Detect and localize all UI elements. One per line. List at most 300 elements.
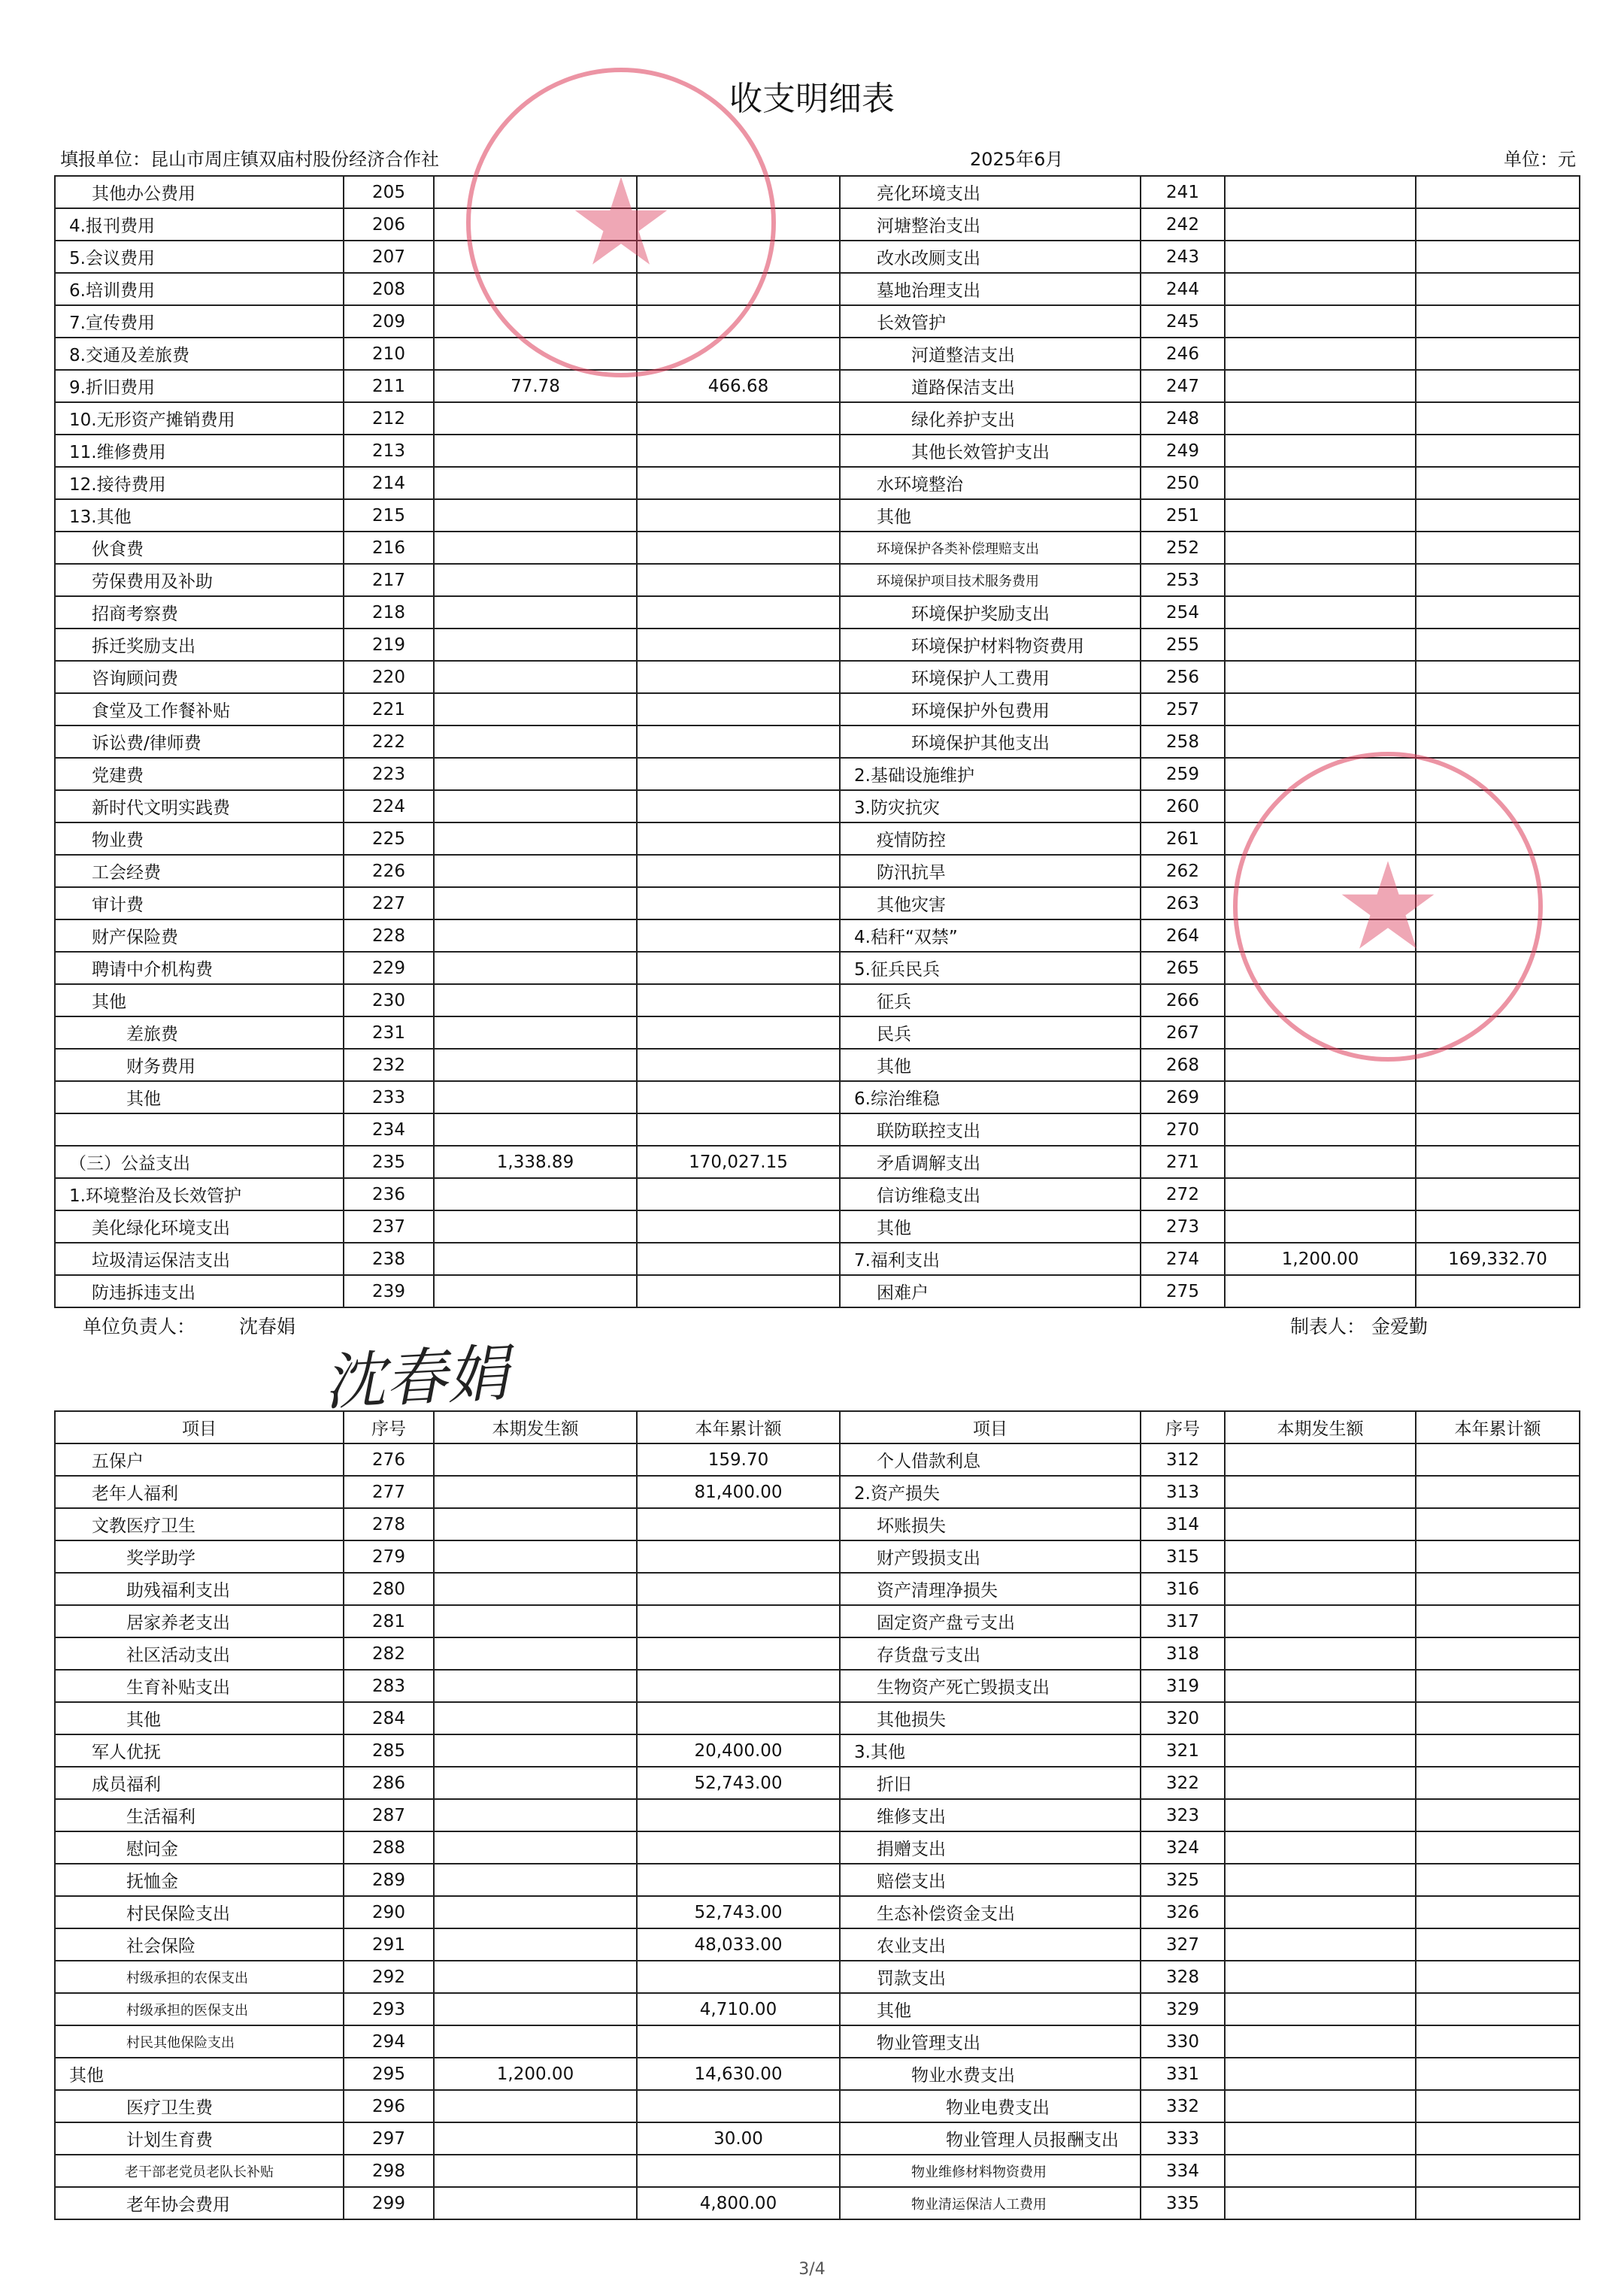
left-item-cell: 诉讼费/律师费 <box>55 725 344 758</box>
table-row <box>55 1767 1580 1799</box>
right-ytd-amount-cell <box>1416 273 1580 305</box>
right-seq-cell: 256 <box>1141 661 1225 693</box>
right-item-cell: 捐赠支出 <box>840 1831 1141 1864</box>
left-current-amount-cell <box>434 1767 637 1799</box>
left-ytd-amount-cell <box>637 1573 840 1605</box>
right-item-cell: 疫情防控 <box>840 822 1141 855</box>
right-seq-cell: 316 <box>1141 1573 1225 1605</box>
right-ytd-amount-cell <box>1416 2122 1580 2155</box>
right-seq-cell: 270 <box>1141 1113 1225 1146</box>
right-item-cell: 2.基础设施维护 <box>840 758 1141 790</box>
right-current-amount-cell <box>1225 273 1416 305</box>
left-current-amount-cell <box>434 499 637 532</box>
table-row <box>55 725 1580 758</box>
supervision-committee-seal <box>1233 752 1543 1062</box>
left-ytd-amount-cell <box>637 629 840 661</box>
left-ytd-amount-cell <box>637 1113 840 1146</box>
left-current-amount-cell <box>434 1896 637 1928</box>
left-item-cell: 社区活动支出 <box>55 1637 344 1670</box>
header-item: 项目 <box>840 1411 1141 1443</box>
right-current-amount-cell <box>1225 208 1416 241</box>
left-item-cell: 医疗卫生费 <box>55 2090 344 2122</box>
table-row <box>55 467 1580 499</box>
left-item-cell: 其他 <box>55 1702 344 1734</box>
right-seq-cell: 247 <box>1141 370 1225 402</box>
right-seq-cell: 327 <box>1141 1928 1225 1961</box>
right-item-cell: 绿化养护支出 <box>840 402 1141 435</box>
right-item-cell: 其他损失 <box>840 1702 1141 1734</box>
left-seq-cell: 287 <box>344 1799 434 1831</box>
header-seq: 序号 <box>1141 1411 1225 1443</box>
right-item-cell: 墓地治理支出 <box>840 273 1141 305</box>
table-row <box>55 1605 1580 1637</box>
left-seq-cell: 229 <box>344 952 434 984</box>
left-seq-cell: 234 <box>344 1113 434 1146</box>
reporting-unit: 填报单位：昆山市周庄镇双庙村股份经济合作社 <box>60 149 439 170</box>
left-current-amount-cell <box>434 790 637 822</box>
left-item-cell: 新时代文明实践费 <box>55 790 344 822</box>
right-current-amount-cell <box>1225 1961 1416 1993</box>
right-ytd-amount-cell <box>1416 1275 1580 1307</box>
left-seq-cell: 238 <box>344 1243 434 1275</box>
left-seq-cell: 226 <box>344 855 434 887</box>
right-ytd-amount-cell <box>1416 402 1580 435</box>
left-item-cell: 垃圾清运保洁支出 <box>55 1243 344 1275</box>
right-ytd-amount-cell <box>1416 1049 1580 1081</box>
right-ytd-amount-cell <box>1416 1113 1580 1146</box>
right-ytd-amount-cell <box>1416 1508 1580 1540</box>
left-current-amount-cell <box>434 2025 637 2058</box>
right-ytd-amount-cell <box>1416 1605 1580 1637</box>
right-current-amount-cell <box>1225 1146 1416 1178</box>
left-seq-cell: 210 <box>344 338 434 370</box>
left-current-amount-cell: 1,200.00 <box>434 2058 637 2090</box>
right-item-cell: 存货盘亏支出 <box>840 1637 1141 1670</box>
right-current-amount-cell <box>1225 1864 1416 1896</box>
left-current-amount-cell <box>434 822 637 855</box>
left-seq-cell: 239 <box>344 1275 434 1307</box>
preparer: 制表人： 金爱勤 <box>1290 1316 1428 1337</box>
left-ytd-amount-cell <box>637 1540 840 1573</box>
left-item-cell: 11.维修费用 <box>55 435 344 467</box>
right-ytd-amount-cell <box>1416 241 1580 273</box>
left-seq-cell: 206 <box>344 208 434 241</box>
left-ytd-amount-cell: 4,800.00 <box>637 2187 840 2219</box>
right-seq-cell: 266 <box>1141 984 1225 1016</box>
left-current-amount-cell <box>434 1016 637 1049</box>
left-item-cell: 9.折旧费用 <box>55 370 344 402</box>
left-seq-cell: 231 <box>344 1016 434 1049</box>
left-ytd-amount-cell <box>637 1243 840 1275</box>
right-current-amount-cell <box>1225 661 1416 693</box>
left-current-amount-cell <box>434 1508 637 1540</box>
left-ytd-amount-cell <box>637 435 840 467</box>
right-current-amount-cell <box>1225 629 1416 661</box>
left-ytd-amount-cell <box>637 855 840 887</box>
table-row <box>55 1275 1580 1307</box>
table-header-row <box>55 1411 1580 1443</box>
table-row <box>55 1670 1580 1702</box>
right-item-cell: 环境保护各类补偿理赔支出 <box>840 532 1141 564</box>
left-seq-cell: 224 <box>344 790 434 822</box>
right-ytd-amount-cell <box>1416 1734 1580 1767</box>
right-seq-cell: 257 <box>1141 693 1225 725</box>
right-item-cell: 长效管护 <box>840 305 1141 338</box>
right-item-cell: 其他长效管护支出 <box>840 435 1141 467</box>
left-current-amount-cell <box>434 629 637 661</box>
left-ytd-amount-cell <box>637 1864 840 1896</box>
right-seq-cell: 313 <box>1141 1476 1225 1508</box>
right-seq-cell: 323 <box>1141 1799 1225 1831</box>
right-ytd-amount-cell <box>1416 596 1580 629</box>
left-item-cell: 其他 <box>55 984 344 1016</box>
table-row <box>55 1961 1580 1993</box>
left-current-amount-cell <box>434 1928 637 1961</box>
right-current-amount-cell <box>1225 1573 1416 1605</box>
right-ytd-amount-cell <box>1416 1540 1580 1573</box>
right-current-amount-cell <box>1225 1767 1416 1799</box>
right-item-cell: 环境保护外包费用 <box>840 693 1141 725</box>
right-item-cell: 联防联控支出 <box>840 1113 1141 1146</box>
right-item-cell: 其他灾害 <box>840 887 1141 919</box>
table-row <box>55 1799 1580 1831</box>
left-current-amount-cell <box>434 661 637 693</box>
header-seq: 序号 <box>344 1411 434 1443</box>
right-ytd-amount-cell <box>1416 2187 1580 2219</box>
left-ytd-amount-cell <box>637 1210 840 1243</box>
left-current-amount-cell <box>434 1210 637 1243</box>
left-item-cell: 咨询顾问费 <box>55 661 344 693</box>
table-row <box>55 1993 1580 2025</box>
right-item-cell: 农业支出 <box>840 1928 1141 1961</box>
right-current-amount-cell <box>1225 467 1416 499</box>
right-current-amount-cell <box>1225 596 1416 629</box>
right-item-cell: 维修支出 <box>840 1799 1141 1831</box>
left-item-cell: 五保户 <box>55 1443 344 1476</box>
right-current-amount-cell <box>1225 2122 1416 2155</box>
right-item-cell: 道路保洁支出 <box>840 370 1141 402</box>
table-row <box>55 1081 1580 1113</box>
right-current-amount-cell <box>1225 499 1416 532</box>
left-seq-cell: 277 <box>344 1476 434 1508</box>
right-seq-cell: 246 <box>1141 338 1225 370</box>
right-ytd-amount-cell <box>1416 1670 1580 1702</box>
right-current-amount-cell <box>1225 1734 1416 1767</box>
left-item-cell: 助残福利支出 <box>55 1573 344 1605</box>
right-item-cell: 4.秸秆“双禁” <box>840 919 1141 952</box>
right-item-cell: 罚款支出 <box>840 1961 1141 1993</box>
left-item-cell: 老干部老党员老队长补贴 <box>55 2155 344 2187</box>
left-seq-cell: 289 <box>344 1864 434 1896</box>
left-current-amount-cell <box>434 1178 637 1210</box>
right-seq-cell: 261 <box>1141 822 1225 855</box>
cooperative-seal <box>466 68 776 377</box>
left-current-amount-cell <box>434 952 637 984</box>
right-current-amount-cell <box>1225 1178 1416 1210</box>
right-item-cell: 环境保护材料物资费用 <box>840 629 1141 661</box>
left-seq-cell: 299 <box>344 2187 434 2219</box>
right-seq-cell: 263 <box>1141 887 1225 919</box>
left-item-cell: 其他 <box>55 1081 344 1113</box>
left-item-cell: 7.宣传费用 <box>55 305 344 338</box>
right-item-cell: 坏账损失 <box>840 1508 1141 1540</box>
table-row <box>55 1864 1580 1896</box>
left-item-cell: 8.交通及差旅费 <box>55 338 344 370</box>
left-seq-cell: 223 <box>344 758 434 790</box>
right-seq-cell: 242 <box>1141 208 1225 241</box>
left-current-amount-cell <box>434 1637 637 1670</box>
right-item-cell: 其他 <box>840 499 1141 532</box>
left-current-amount-cell <box>434 1243 637 1275</box>
left-ytd-amount-cell: 20,400.00 <box>637 1734 840 1767</box>
left-seq-cell: 293 <box>344 1993 434 2025</box>
left-ytd-amount-cell: 4,710.00 <box>637 1993 840 2025</box>
left-item-cell: 生育补贴支出 <box>55 1670 344 1702</box>
left-item-cell: 老年协会费用 <box>55 2187 344 2219</box>
left-seq-cell: 232 <box>344 1049 434 1081</box>
right-item-cell: 物业水费支出 <box>840 2058 1141 2090</box>
left-item-cell: 社会保险 <box>55 1928 344 1961</box>
left-current-amount-cell <box>434 693 637 725</box>
left-item-cell: 12.接待费用 <box>55 467 344 499</box>
right-current-amount-cell <box>1225 1702 1416 1734</box>
right-seq-cell: 319 <box>1141 1670 1225 1702</box>
left-current-amount-cell <box>434 1993 637 2025</box>
left-item-cell: 防违拆违支出 <box>55 1275 344 1307</box>
right-current-amount-cell <box>1225 693 1416 725</box>
right-item-cell: 环境保护人工费用 <box>840 661 1141 693</box>
table-row <box>55 532 1580 564</box>
left-item-cell: 慰问金 <box>55 1831 344 1864</box>
left-ytd-amount-cell <box>637 1016 840 1049</box>
right-seq-cell: 325 <box>1141 1864 1225 1896</box>
left-seq-cell: 209 <box>344 305 434 338</box>
left-item-cell: 村级承担的医保支出 <box>55 1993 344 2025</box>
left-seq-cell: 237 <box>344 1210 434 1243</box>
right-item-cell: 物业电费支出 <box>840 2090 1141 2122</box>
right-current-amount-cell <box>1225 1210 1416 1243</box>
table-row <box>55 2025 1580 2058</box>
left-item-cell: 4.报刊费用 <box>55 208 344 241</box>
right-current-amount-cell <box>1225 1275 1416 1307</box>
right-ytd-amount-cell <box>1416 2155 1580 2187</box>
left-seq-cell: 284 <box>344 1702 434 1734</box>
right-seq-cell: 244 <box>1141 273 1225 305</box>
right-ytd-amount-cell <box>1416 532 1580 564</box>
right-item-cell: 3.防灾抗灾 <box>840 790 1141 822</box>
left-seq-cell: 291 <box>344 1928 434 1961</box>
right-item-cell: 3.其他 <box>840 1734 1141 1767</box>
table-row <box>55 305 1580 338</box>
table-row <box>55 1476 1580 1508</box>
left-ytd-amount-cell: 466.68 <box>637 370 840 402</box>
right-item-cell: 财产毁损支出 <box>840 1540 1141 1573</box>
right-current-amount-cell <box>1225 2187 1416 2219</box>
right-current-amount-cell <box>1225 2025 1416 2058</box>
left-seq-cell: 298 <box>344 2155 434 2187</box>
table-row <box>55 564 1580 596</box>
right-seq-cell: 314 <box>1141 1508 1225 1540</box>
right-seq-cell: 264 <box>1141 919 1225 952</box>
right-seq-cell: 252 <box>1141 532 1225 564</box>
right-ytd-amount-cell <box>1416 1928 1580 1961</box>
right-seq-cell: 317 <box>1141 1605 1225 1637</box>
left-current-amount-cell <box>434 758 637 790</box>
left-item-cell: 差旅费 <box>55 1016 344 1049</box>
right-ytd-amount-cell <box>1416 338 1580 370</box>
left-item-cell: 老年人福利 <box>55 1476 344 1508</box>
left-ytd-amount-cell <box>637 1605 840 1637</box>
left-seq-cell: 230 <box>344 984 434 1016</box>
left-item-cell: 伙食费 <box>55 532 344 564</box>
table-row <box>55 499 1580 532</box>
left-current-amount-cell <box>434 402 637 435</box>
left-item-cell: 美化绿化环境支出 <box>55 1210 344 1243</box>
right-item-cell: 其他 <box>840 1049 1141 1081</box>
right-item-cell: 环境保护项目技术服务费用 <box>840 564 1141 596</box>
right-item-cell: 7.福利支出 <box>840 1243 1141 1275</box>
table-row <box>55 1928 1580 1961</box>
left-current-amount-cell <box>434 919 637 952</box>
left-ytd-amount-cell <box>637 532 840 564</box>
left-item-cell: 党建费 <box>55 758 344 790</box>
right-seq-cell: 255 <box>1141 629 1225 661</box>
left-ytd-amount-cell: 52,743.00 <box>637 1767 840 1799</box>
left-ytd-amount-cell: 159.70 <box>637 1443 840 1476</box>
right-item-cell: 5.征兵民兵 <box>840 952 1141 984</box>
left-ytd-amount-cell <box>637 2155 840 2187</box>
left-seq-cell: 211 <box>344 370 434 402</box>
left-item-cell <box>55 1113 344 1146</box>
left-ytd-amount-cell <box>637 2090 840 2122</box>
left-current-amount-cell <box>434 2187 637 2219</box>
left-item-cell: 拆迁奖励支出 <box>55 629 344 661</box>
right-item-cell: 防汛抗旱 <box>840 855 1141 887</box>
table-row <box>55 1637 1580 1670</box>
right-ytd-amount-cell <box>1416 1443 1580 1476</box>
expense-detail-table-upper <box>54 175 1580 1308</box>
left-ytd-amount-cell <box>637 984 840 1016</box>
left-current-amount-cell <box>434 1702 637 1734</box>
left-current-amount-cell <box>434 435 637 467</box>
table-row <box>55 1443 1580 1476</box>
right-ytd-amount-cell <box>1416 1799 1580 1831</box>
right-seq-cell: 258 <box>1141 725 1225 758</box>
report-period: 2025年6月 <box>970 149 1064 170</box>
left-ytd-amount-cell: 52,743.00 <box>637 1896 840 1928</box>
right-seq-cell: 315 <box>1141 1540 1225 1573</box>
left-seq-cell: 215 <box>344 499 434 532</box>
right-ytd-amount-cell <box>1416 1864 1580 1896</box>
table-row <box>55 1210 1580 1243</box>
left-item-cell: 村级承担的农保支出 <box>55 1961 344 1993</box>
left-ytd-amount-cell <box>637 2025 840 2058</box>
left-current-amount-cell: 77.78 <box>434 370 637 402</box>
table-row <box>55 1540 1580 1573</box>
left-current-amount-cell <box>434 564 637 596</box>
left-current-amount-cell: 1,338.89 <box>434 1146 637 1178</box>
left-current-amount-cell <box>434 596 637 629</box>
left-current-amount-cell <box>434 855 637 887</box>
right-seq-cell: 250 <box>1141 467 1225 499</box>
right-seq-cell: 331 <box>1141 2058 1225 2090</box>
left-ytd-amount-cell: 170,027.15 <box>637 1146 840 1178</box>
right-ytd-amount-cell <box>1416 629 1580 661</box>
left-current-amount-cell <box>434 2090 637 2122</box>
table-row <box>55 2058 1580 2090</box>
right-seq-cell: 271 <box>1141 1146 1225 1178</box>
right-current-amount-cell <box>1225 1928 1416 1961</box>
right-ytd-amount-cell <box>1416 1767 1580 1799</box>
right-item-cell: 2.资产损失 <box>840 1476 1141 1508</box>
left-item-cell: 村民其他保险支出 <box>55 2025 344 2058</box>
right-item-cell: 固定资产盘亏支出 <box>840 1605 1141 1637</box>
left-current-amount-cell <box>434 1799 637 1831</box>
right-seq-cell: 335 <box>1141 2187 1225 2219</box>
right-ytd-amount-cell: 169,332.70 <box>1416 1243 1580 1275</box>
left-ytd-amount-cell <box>637 402 840 435</box>
left-current-amount-cell <box>434 1049 637 1081</box>
left-item-cell: 成员福利 <box>55 1767 344 1799</box>
left-seq-cell: 283 <box>344 1670 434 1702</box>
left-current-amount-cell <box>434 1670 637 1702</box>
left-current-amount-cell <box>434 1443 637 1476</box>
right-current-amount-cell <box>1225 1637 1416 1670</box>
right-seq-cell: 273 <box>1141 1210 1225 1243</box>
right-seq-cell: 274 <box>1141 1243 1225 1275</box>
left-seq-cell: 297 <box>344 2122 434 2155</box>
right-ytd-amount-cell <box>1416 2058 1580 2090</box>
right-seq-cell: 267 <box>1141 1016 1225 1049</box>
right-current-amount-cell <box>1225 2058 1416 2090</box>
table-row <box>55 661 1580 693</box>
right-seq-cell: 275 <box>1141 1275 1225 1307</box>
right-item-cell: 生物资产死亡毁损支出 <box>840 1670 1141 1702</box>
left-current-amount-cell <box>434 1275 637 1307</box>
right-item-cell: 信访维稳支出 <box>840 1178 1141 1210</box>
left-seq-cell: 213 <box>344 435 434 467</box>
left-ytd-amount-cell <box>637 1081 840 1113</box>
seal-star-icon: ★ <box>1334 836 1442 977</box>
right-ytd-amount-cell <box>1416 1702 1580 1734</box>
left-seq-cell: 208 <box>344 273 434 305</box>
table-row <box>55 2155 1580 2187</box>
left-seq-cell: 278 <box>344 1508 434 1540</box>
right-current-amount-cell <box>1225 1831 1416 1864</box>
right-current-amount-cell <box>1225 1508 1416 1540</box>
left-ytd-amount-cell <box>637 1275 840 1307</box>
left-item-cell: 劳保费用及补助 <box>55 564 344 596</box>
right-ytd-amount-cell <box>1416 1081 1580 1113</box>
left-ytd-amount-cell <box>637 1670 840 1702</box>
left-seq-cell: 219 <box>344 629 434 661</box>
left-ytd-amount-cell <box>637 822 840 855</box>
table-row <box>55 241 1580 273</box>
right-ytd-amount-cell <box>1416 435 1580 467</box>
left-ytd-amount-cell <box>637 1049 840 1081</box>
table-row <box>55 1243 1580 1275</box>
table-row <box>55 629 1580 661</box>
left-current-amount-cell <box>434 532 637 564</box>
right-item-cell: 个人借款利息 <box>840 1443 1141 1476</box>
header-current: 本期发生额 <box>434 1411 637 1443</box>
left-ytd-amount-cell <box>637 790 840 822</box>
left-item-cell: 生活福利 <box>55 1799 344 1831</box>
left-item-cell: 计划生育费 <box>55 2122 344 2155</box>
right-ytd-amount-cell <box>1416 1476 1580 1508</box>
left-seq-cell: 281 <box>344 1605 434 1637</box>
right-ytd-amount-cell <box>1416 1210 1580 1243</box>
